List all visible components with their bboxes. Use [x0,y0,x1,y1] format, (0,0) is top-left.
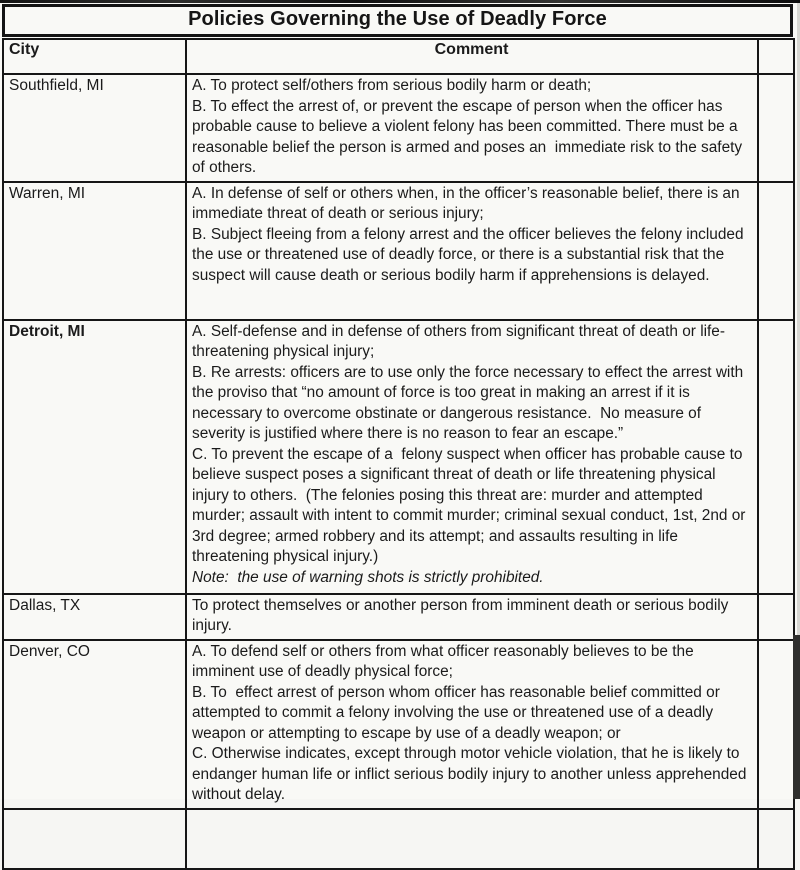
city-cell: Detroit, MI [3,320,186,594]
comment-paragraph: A. To defend self or others from what officer reasonably believes to be the imminent use of deadly physical force; [192,642,751,683]
scan-top-edge-artifact [0,0,800,3]
comment-cell [186,182,758,320]
comment-cell [186,320,758,594]
comment-paragraph: B. Subject fleeing from a felony arrest and the officer believes the felony included the use or threatened use of deadly force, or there is a substantial risk that the suspect will cause death or serious bodily harm if apprehensions is delayed. [192,225,751,287]
comment-paragraph: C. Otherwise indicates, except through motor vehicle violation, that he is likely to endanger human life or inflict serious bodily injury to another unless apprehended without delay. [192,744,751,806]
comment-paragraph: To protect themselves or another person from imminent death or serious bodily injury. [192,596,751,637]
comment-paragraph: B. Re arrests: officers are to use only the force necessary to effect the arrest with the proviso that “no amount of force is too great in making an arrest if it is necessary to overcome obstinate or dangerous resistance. No measure of severity is justified where there is no reason to fear an escape.” [192,363,751,445]
edge-cell [758,74,794,182]
document-title: Policies Governing the Use of Deadly Force [2,4,793,37]
edge-column-header [758,39,794,74]
edge-cell [758,809,794,869]
comment-cell [186,74,758,182]
city-cell: Warren, MI [3,182,186,320]
comment-paragraph: Note: the use of warning shots is strictly prohibited. [192,568,751,589]
comment-paragraph: C. To prevent the escape of a felony suspect when officer has probable cause to believe suspect poses a significant threat of death or life threatening physical injury to others. (The felonies posing this threat are: murder and attempted murder; assault with intent to commit murder; criminal sexual conduct, 1st, 2nd or 3rd degree; armed robbery and its attempt; and assaults resulting in life threatening physical injury.) [192,445,751,568]
table-row [3,594,794,640]
comment-paragraph: A. To protect self/others from serious bodily harm or death; [192,76,751,97]
policy-table [2,38,795,870]
comment-paragraph: B. To effect arrest of person whom officer has reasonable belief committed or attempted to commit a felony involving the use or threatened use of a deadly weapon or attempting to escape by use of a deadly weapon; or [192,683,751,745]
city-cell: Southfield, MI [3,74,186,182]
comment-cell [186,594,758,640]
header-row [3,39,794,74]
comment-paragraph: B. To effect the arrest of, or prevent the escape of person when the officer has probable cause to believe a violent felony has been committed. There must be a reasonable belief the person is armed and poses an immediate risk to the safety of others. [192,97,751,179]
edge-cell [758,594,794,640]
table-row [3,74,794,182]
table-row [3,320,794,594]
table-row [3,182,794,320]
table-body [3,74,794,869]
table-row [3,640,794,809]
comment-column-header: Comment [186,39,758,74]
comment-paragraph: A. In defense of self or others when, in the officer’s reasonable belief, there is an immediate threat of death or serious injury; [192,184,751,225]
comment-cell [186,809,758,869]
table-row [3,809,794,869]
comment-paragraph: A. Self-defense and in defense of others from significant threat of death or life-threatening physical injury; [192,322,751,363]
edge-cell [758,640,794,809]
scan-right-dark-artifact [793,635,800,799]
city-cell [3,809,186,869]
city-column-header: City [3,39,186,74]
document [2,4,793,870]
city-cell: Dallas, TX [3,594,186,640]
city-cell: Denver, CO [3,640,186,809]
edge-cell [758,182,794,320]
edge-cell [758,320,794,594]
comment-cell [186,640,758,809]
